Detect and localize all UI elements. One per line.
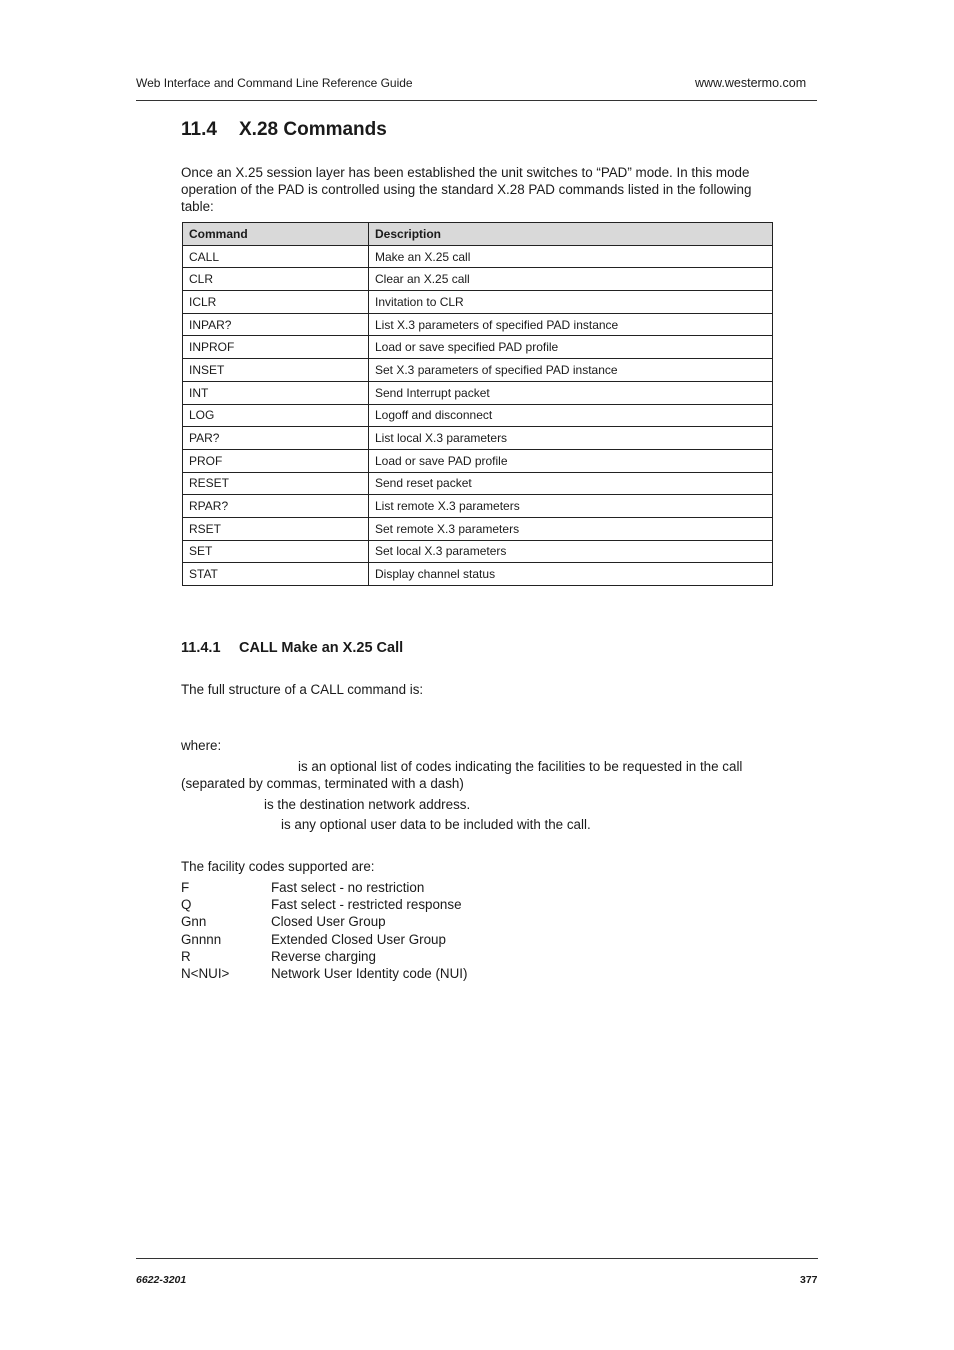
facility-code: Gnn	[181, 914, 207, 930]
command-cell: SET	[183, 540, 369, 563]
facility-description: Reverse charging	[271, 948, 376, 964]
table-row	[183, 381, 773, 404]
column-header-command: Command	[183, 223, 369, 246]
table-row	[183, 336, 773, 359]
table-row	[183, 563, 773, 586]
table-row	[183, 449, 773, 472]
command-cell: RSET	[183, 517, 369, 540]
page-number: 377	[800, 1274, 818, 1286]
facility-code-item	[181, 931, 467, 948]
description-cell: Make an X.25 call	[369, 245, 773, 268]
description-cell: Logoff and disconnect	[369, 404, 773, 427]
facility-description: Fast select - restricted response	[271, 897, 462, 913]
command-cell: CALL	[183, 245, 369, 268]
command-cell: PAR?	[183, 427, 369, 450]
userdata-description: is any optional user data to be included with the call.	[281, 817, 591, 832]
command-cell: STAT	[183, 563, 369, 586]
header-divider	[136, 100, 817, 101]
description-cell: List remote X.3 parameters	[369, 495, 773, 518]
where-label: where:	[181, 738, 222, 753]
command-cell: RESET	[183, 472, 369, 495]
description-cell: Set remote X.3 parameters	[369, 517, 773, 540]
command-cell: LOG	[183, 404, 369, 427]
table-row	[183, 540, 773, 563]
table-row	[183, 427, 773, 450]
facility-code: N<NUI>	[181, 966, 230, 982]
command-cell: INPROF	[183, 336, 369, 359]
address-description: is the destination network address.	[264, 797, 471, 812]
table-row	[183, 245, 773, 268]
facility-code-item	[181, 879, 467, 896]
description-cell: Send Interrupt packet	[369, 381, 773, 404]
facility-code-item	[181, 913, 467, 930]
table-row	[183, 517, 773, 540]
table-row	[183, 404, 773, 427]
table-row	[183, 291, 773, 314]
column-header-description: Description	[369, 223, 773, 246]
table-row	[183, 268, 773, 291]
facility-description: Extended Closed User Group	[271, 931, 446, 947]
command-cell: RPAR?	[183, 495, 369, 518]
header-title: Web Interface and Command Line Reference Guide	[136, 76, 413, 90]
facility-description: Network User Identity code (NUI)	[271, 966, 468, 982]
section-intro: Once an X.25 session layer has been established the unit switches to “PAD” mode. In this mode operation of the PAD is controlled using the standard X.28 PAD commands listed in the following table:	[181, 165, 752, 214]
facilities-description-cont: (separated by commas, terminated with a dash)	[181, 776, 464, 791]
facility-code: R	[181, 948, 191, 964]
description-cell: Invitation to CLR	[369, 291, 773, 314]
facility-description: Fast select - no restriction	[271, 880, 425, 895]
subsection-title: CALL Make an X.25 Call	[239, 640, 404, 656]
description-cell: Send reset packet	[369, 472, 773, 495]
description-cell: Set X.3 parameters of specified PAD instance	[369, 359, 773, 382]
subsection-number: 11.4.1	[181, 640, 221, 656]
section-title: X.28 Commands	[239, 119, 387, 140]
command-cell: INT	[183, 381, 369, 404]
subsection-heading	[181, 640, 403, 656]
call-structure-text: The full structure of a CALL command is:	[181, 682, 424, 697]
description-cell: List X.3 parameters of specified PAD instance	[369, 313, 773, 336]
table-row	[183, 359, 773, 382]
description-cell: Load or save specified PAD profile	[369, 336, 773, 359]
facilities-description: is an optional list of codes indicating the facilities to be requested in the call	[298, 759, 743, 774]
facility-description: Closed User Group	[271, 914, 386, 930]
facility-code-item	[181, 896, 467, 913]
command-cell: INSET	[183, 359, 369, 382]
x28-command-table	[182, 222, 773, 586]
document-number: 6622-3201	[136, 1274, 187, 1286]
facility-code: Gnnnn	[181, 931, 222, 947]
facility-code-item	[181, 965, 467, 982]
header-website: www.westermo.com	[695, 76, 807, 90]
description-cell: Clear an X.25 call	[369, 268, 773, 291]
command-cell: INPAR?	[183, 313, 369, 336]
table-row	[183, 313, 773, 336]
description-cell: Display channel status	[369, 563, 773, 586]
table-row	[183, 495, 773, 518]
facility-intro: The facility codes supported are:	[181, 859, 375, 874]
footer-divider	[136, 1258, 818, 1259]
facility-code: Q	[181, 897, 192, 913]
description-cell: List local X.3 parameters	[369, 427, 773, 450]
table-row	[183, 472, 773, 495]
section-number: 11.4	[181, 119, 217, 140]
facility-code-item	[181, 948, 467, 965]
command-cell: ICLR	[183, 291, 369, 314]
command-cell: CLR	[183, 268, 369, 291]
section-heading	[181, 119, 387, 141]
facility-code: F	[181, 880, 190, 895]
facility-code-list	[181, 879, 467, 982]
table-header-row	[183, 223, 773, 246]
description-cell: Set local X.3 parameters	[369, 540, 773, 563]
command-cell: PROF	[183, 449, 369, 472]
description-cell: Load or save PAD profile	[369, 449, 773, 472]
